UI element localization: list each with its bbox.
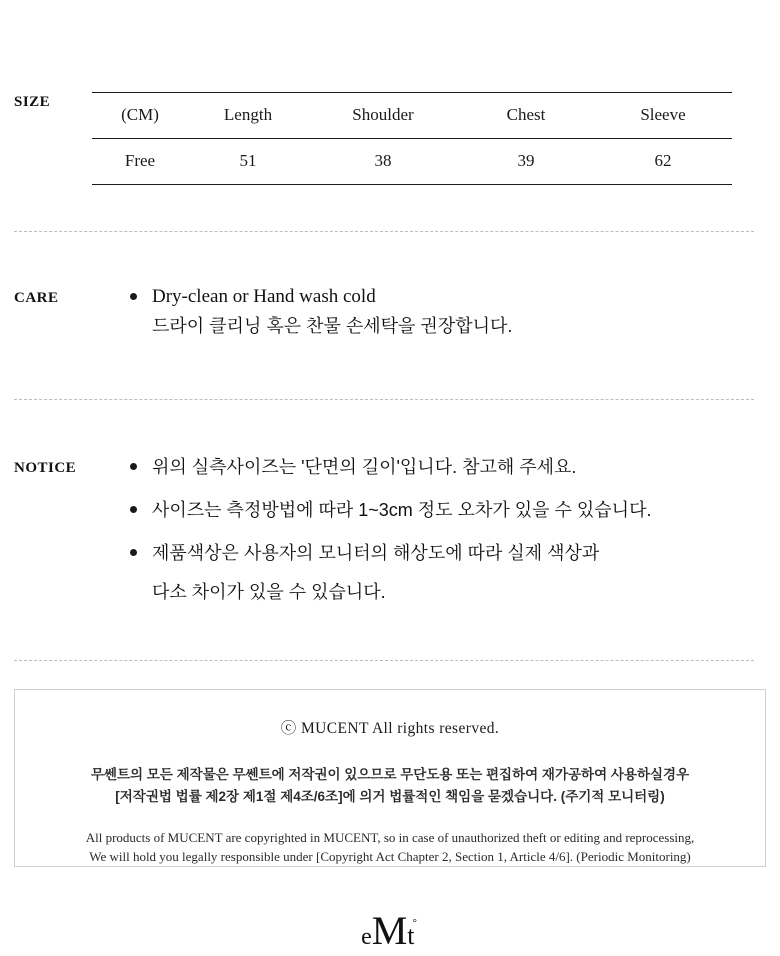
list-item bbox=[122, 452, 780, 483]
copyright-en-line-2: We will hold you legally responsible under [Copyright Act Chapter 2, Section 1, Article 4/6]. (Periodic Monitoring) bbox=[89, 849, 691, 864]
notice-section-label: NOTICE bbox=[14, 460, 77, 476]
notice-item-3-continuation: 다소 차이가 있을 수 있습니다. bbox=[152, 582, 386, 602]
size-cell-chest: 39 bbox=[517, 151, 535, 170]
size-cell-length: 51 bbox=[239, 151, 257, 170]
care-item-en: Dry-clean or Hand wash cold bbox=[152, 286, 376, 307]
notice-section-body bbox=[100, 452, 780, 608]
size-header-length: Length bbox=[223, 105, 273, 124]
list-item bbox=[122, 538, 780, 569]
copyright-en-line-1: All products of MUCENT are copyrighted in MUCENT, so in case of unauthorized theft or editing and reprocessing, bbox=[85, 830, 695, 845]
table-row bbox=[92, 139, 732, 185]
size-section bbox=[0, 0, 780, 185]
copyright-title: ⓒ MUCENT All rights reserved. bbox=[280, 720, 500, 737]
brand-logo-wrap bbox=[0, 908, 780, 953]
care-section-label: CARE bbox=[14, 290, 59, 306]
size-header-shoulder: Shoulder bbox=[352, 105, 414, 124]
copyright-ko-line-1: 무쎈트의 모든 제작물은 무쎈트에 저작권이 있으므로 무단도용 또는 편집하여 재가공하여 사용하실경우 bbox=[90, 767, 690, 782]
notice-section bbox=[0, 400, 780, 608]
notice-list bbox=[122, 452, 780, 569]
notice-item-2: 사이즈는 측정방법에 따라 1~3cm 정도 오차가 있을 수 있습니다. bbox=[152, 500, 652, 520]
size-cell-sleeve: 62 bbox=[654, 151, 672, 170]
copyright-ko-line-2: [저작권법 법률 제2장 제1절 제4조/6조]에 의거 법률적인 책임을 묻겠습니다. (주기적 모니터링) bbox=[115, 789, 665, 804]
logo-degree-icon: ° bbox=[412, 916, 417, 929]
copyright-box bbox=[14, 689, 766, 867]
size-table-head bbox=[92, 93, 732, 139]
brand-logo bbox=[361, 908, 419, 953]
size-header-unit: (CM) bbox=[121, 105, 159, 124]
list-item bbox=[122, 495, 780, 526]
logo-letter-m: M bbox=[371, 908, 408, 953]
size-header-sleeve: Sleeve bbox=[640, 105, 686, 124]
logo-letter-t: t bbox=[407, 921, 415, 950]
notice-item-3: 제품색상은 사용자의 모니터의 해상도에 따라 실제 색상과 bbox=[152, 543, 600, 563]
size-cell-unit: Free bbox=[124, 151, 156, 170]
size-table-body bbox=[92, 139, 732, 185]
size-table bbox=[92, 92, 732, 185]
size-table-header-row bbox=[92, 93, 732, 139]
list-item bbox=[122, 282, 780, 341]
care-section bbox=[0, 232, 780, 345]
size-cell-shoulder: 38 bbox=[374, 151, 392, 170]
size-section-label: SIZE bbox=[14, 94, 51, 110]
logo-letter-e: e bbox=[361, 924, 372, 950]
care-section-body bbox=[100, 282, 780, 345]
size-header-chest: Chest bbox=[506, 105, 546, 124]
care-item-ko: 드라이 클리닝 혹은 찬물 손세탁을 권장합니다. bbox=[152, 316, 513, 336]
notice-item-1: 위의 실측사이즈는 '단면의 길이'입니다. 참고해 주세요. bbox=[152, 457, 577, 477]
size-section-body bbox=[100, 92, 780, 185]
care-list bbox=[122, 282, 780, 341]
